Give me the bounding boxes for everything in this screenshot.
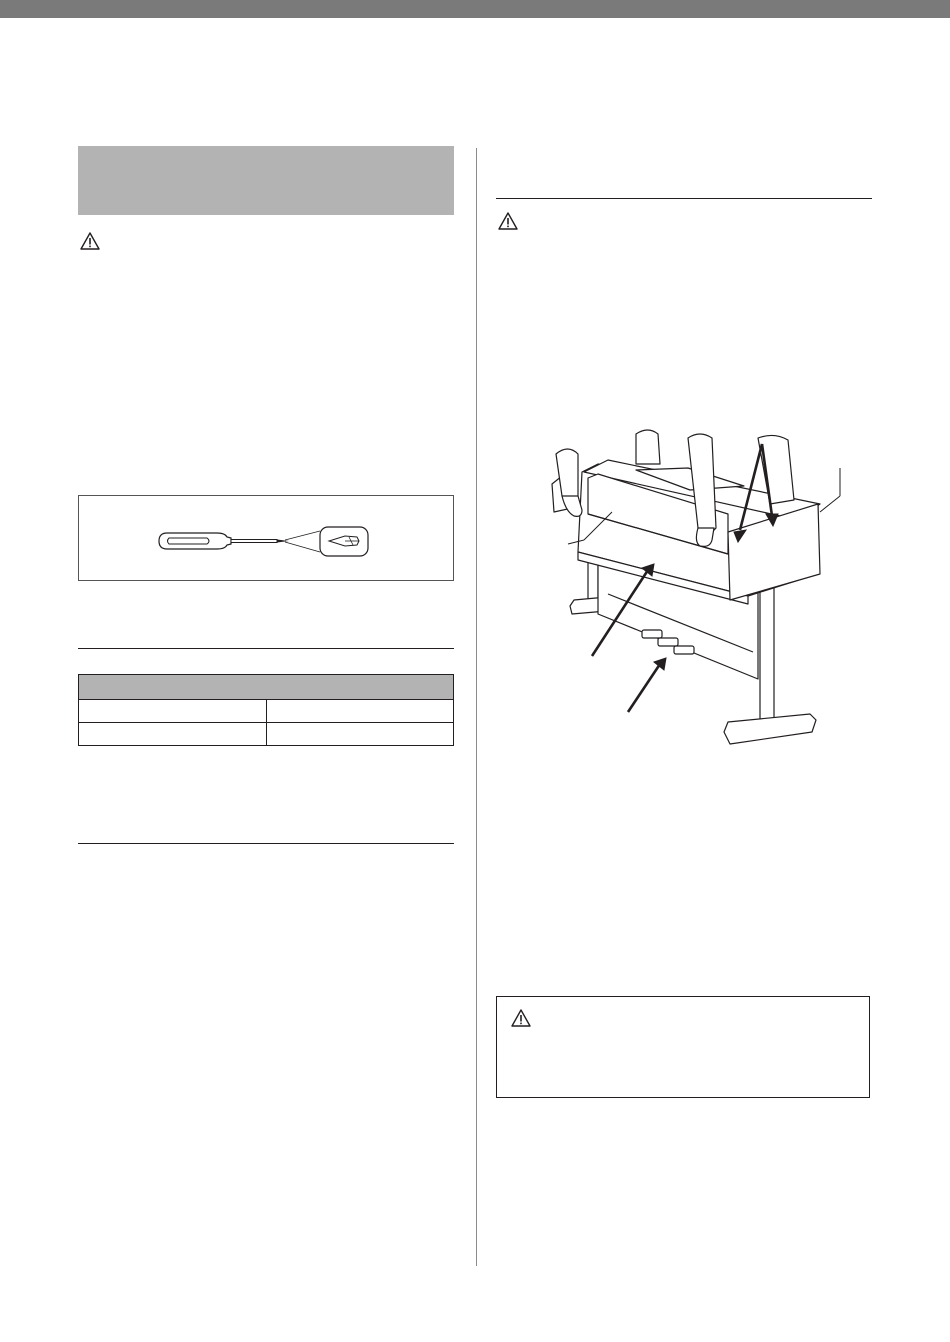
piano-lifting-illustration bbox=[548, 424, 848, 754]
table-cell bbox=[267, 723, 454, 746]
table-cell bbox=[79, 700, 267, 723]
table-cell bbox=[79, 723, 267, 746]
column-divider bbox=[476, 148, 477, 1266]
tool-requirement-box bbox=[78, 495, 454, 581]
table-row bbox=[79, 700, 454, 723]
parts-table-header bbox=[79, 675, 454, 700]
phillips-screwdriver-icon bbox=[157, 524, 377, 558]
section-rule bbox=[496, 198, 872, 199]
section-rule bbox=[78, 648, 454, 649]
header-bar bbox=[0, 0, 950, 18]
parts-table bbox=[78, 674, 454, 746]
caution-box bbox=[496, 996, 870, 1098]
table-row bbox=[79, 723, 454, 746]
section-heading-block bbox=[78, 146, 454, 215]
section-rule bbox=[78, 843, 454, 844]
warning-triangle-icon bbox=[80, 232, 100, 250]
warning-triangle-icon bbox=[511, 1009, 531, 1027]
table-cell bbox=[267, 700, 454, 723]
warning-triangle-icon bbox=[498, 212, 518, 230]
